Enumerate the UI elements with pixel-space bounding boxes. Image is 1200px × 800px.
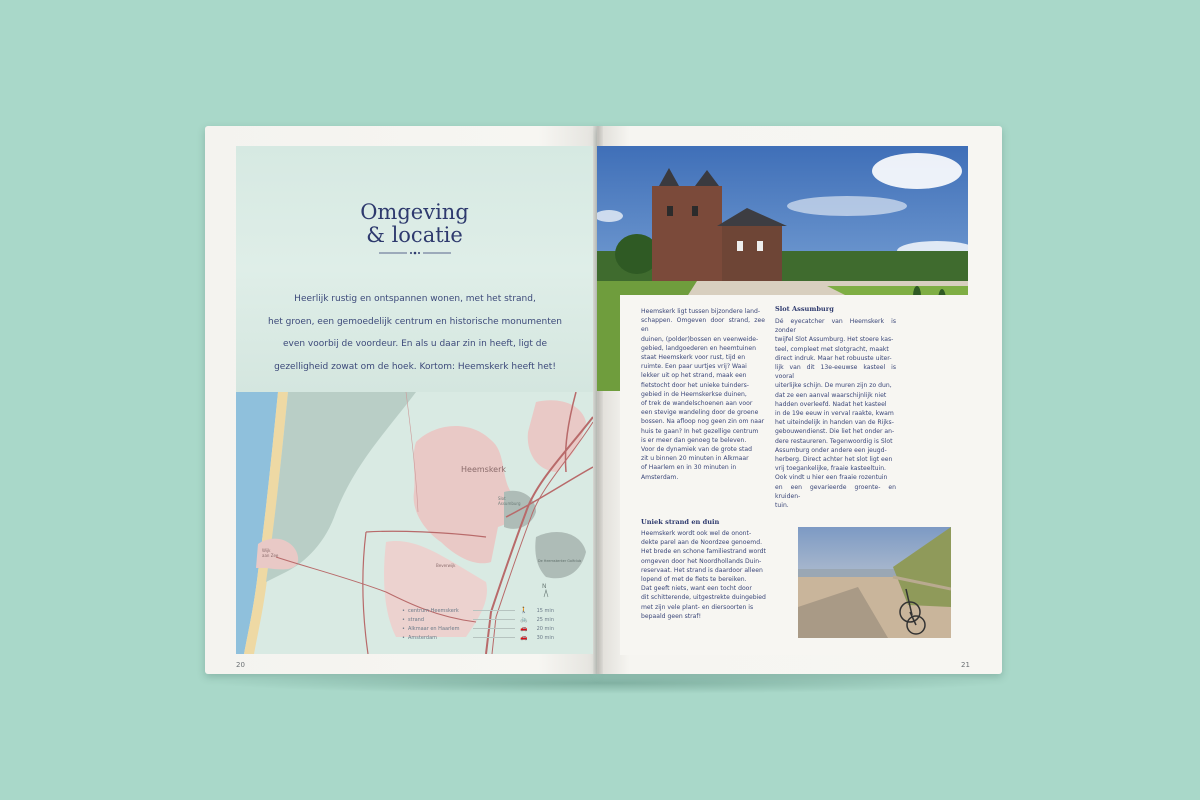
text-line: of trek de wandelschoenen aan voor xyxy=(641,400,753,408)
text-line: Heemskerk wordt ook wel de onont- xyxy=(641,530,752,537)
text-line: herberg. Direct achter het slot ligt een xyxy=(775,456,893,464)
intro-paragraph xyxy=(264,288,566,378)
text-line: of Haarlem en in 30 minuten in xyxy=(641,464,737,472)
intro-line: even voorbij de voordeur. En als u daar zin in heeft, ligt de xyxy=(282,339,548,349)
text-line: gebouwendienst. Die liet het onder an- xyxy=(775,428,895,436)
slot-assumburg-column xyxy=(775,317,896,510)
legend-time: 25 min xyxy=(536,616,554,623)
text-line: Dé eyecatcher van Heemskerk is zonder xyxy=(775,318,896,335)
page-title-line-1: Omgeving xyxy=(360,200,469,224)
text-line: Dat geeft niets, want een tocht door xyxy=(641,585,752,593)
text-line: Ook vindt u hier een fraaie rozentuin xyxy=(775,474,888,482)
title-ornament xyxy=(379,250,451,256)
text-line: het uiteindelijk in handen van de Rijks- xyxy=(775,419,894,427)
legend-row: • Alkmaar en Haarlem 🚗 20 min xyxy=(402,625,554,632)
text-line: dat ze een aanval waarschijnlijk niet xyxy=(775,391,887,399)
text-line: bossen. Na afloop nog geen zin om naar xyxy=(641,418,765,426)
text-line: ruimte. Een paar uurtjes vrij? Waai xyxy=(641,363,747,371)
map-label-assumburg: Assumburg xyxy=(498,501,521,506)
text-line: Assumburg onder andere een jeugd- xyxy=(775,446,887,454)
legend-time: 30 min xyxy=(536,634,554,641)
text-line: en een gevarieerde groente- en kruiden- xyxy=(775,483,896,500)
text-line: dit schitterende, uitgestrekte duingebied xyxy=(641,594,766,602)
section-heading-slot-assumburg: Slot Assumburg xyxy=(775,305,834,313)
text-line: reservaat. Het strand is daardoor alleen xyxy=(641,566,763,574)
left-page-panel xyxy=(236,146,593,654)
travel-time-legend-rows xyxy=(402,606,554,642)
text-line: gebied, landgoederen en heemtuinen xyxy=(641,344,756,352)
text-line: vrij toegankelijke, fraaie kasteeltuin. xyxy=(775,465,886,473)
walk-icon: 🚶 xyxy=(520,607,528,614)
text-line: omgeven door het Noordhollands Duin- xyxy=(641,557,762,565)
map-label-aan-zee: aan Zee xyxy=(262,553,279,558)
text-line: duinen, (polder)bossen en veenweide- xyxy=(641,335,759,343)
legend-label: strand xyxy=(408,616,425,623)
bike-icon: 🚲 xyxy=(520,616,528,623)
legend-label: centrum Heemskerk xyxy=(408,607,459,614)
page-title-line-2: & locatie xyxy=(366,223,463,247)
page-number-right: 21 xyxy=(961,661,970,669)
legend-time: 20 min xyxy=(536,625,554,632)
text-line: schappen. Omgeven door strand, zee en xyxy=(641,317,765,334)
text-line: gebied in de Heemskerkse duinen, xyxy=(641,390,747,398)
car-icon: 🚗 xyxy=(520,625,528,632)
text-line: is er meer dan genoeg te beleven. xyxy=(641,436,747,444)
text-line: lijk van dit 13e-eeuwse kasteel is vooral xyxy=(775,364,896,381)
text-line: lopend of met de fiets te bereiken. xyxy=(641,576,747,584)
text-line: Heemskerk ligt tussen bijzondere land- xyxy=(641,308,761,315)
legend-label: Amsterdam xyxy=(408,634,438,641)
text-line: direct indruk. Maar het robuuste uiter- xyxy=(775,354,892,362)
text-line: staat Heemskerk voor rust, tijd en xyxy=(641,354,746,362)
text-line: hadden overleefd. Nadat het kasteel xyxy=(775,400,887,408)
text-line: zit u binnen 20 minuten in Alkmaar xyxy=(641,455,749,463)
text-line: teel, compleet met slotgracht, maakt xyxy=(775,345,889,353)
car-icon: 🚗 xyxy=(520,634,528,641)
text-line: fietstocht door het unieke tuinders- xyxy=(641,381,749,389)
map-label-beverwijk: Beverwijk xyxy=(436,563,456,568)
text-line: twijfel Slot Assumburg. Het stoere kas- xyxy=(775,336,894,344)
intro-column xyxy=(641,307,765,482)
text-line: Voor de dynamiek van de grote stad xyxy=(641,446,752,454)
map-label-heemskerk: Heemskerk xyxy=(461,465,507,474)
intro-line: het groen, een gemoedelijk centrum en historische monumenten xyxy=(267,316,563,327)
text-line: lekker uit op het strand, maak een xyxy=(641,372,747,380)
text-line: Het brede en schone familiestrand wordt xyxy=(641,548,766,556)
map-label-golfclub: De Heemskerker Golfclub xyxy=(538,559,582,563)
text-line: Amsterdam. xyxy=(641,473,679,481)
legend-row: • strand 🚲 25 min xyxy=(402,616,554,623)
strand-column xyxy=(641,529,777,621)
legend-row: • Amsterdam 🚗 30 min xyxy=(402,634,554,641)
brochure-shadow xyxy=(210,672,1000,694)
text-line: tuin. xyxy=(775,502,789,510)
intro-line: Heerlijk rustig en ontspannen wonen, met het strand, xyxy=(294,294,536,304)
map-label-wijk: Wijk xyxy=(262,548,271,553)
text-line: huis te gaan? In het gezellige centrum xyxy=(641,427,759,435)
legend-label: Alkmaar en Haarlem xyxy=(408,625,460,632)
text-line: met zijn vele plant- en diersoorten is xyxy=(641,603,754,611)
compass-label: N xyxy=(542,583,547,590)
map-label-slot: Slot xyxy=(498,496,506,501)
text-line: dekte parel aan de Noordzee genoemd. xyxy=(641,539,763,547)
legend-time: 15 min xyxy=(536,607,554,614)
legend-row: • centrum Heemskerk 🚶 15 min xyxy=(402,607,554,614)
text-line: dere restaureren. Tegenwoordig is Slot xyxy=(775,437,893,445)
page-number-left: 20 xyxy=(236,661,245,669)
text-line: in de 19e eeuw in verval raakte, kwam xyxy=(775,410,894,418)
text-line: een stevige wandeling door de groene xyxy=(641,409,759,417)
section-heading-strand: Uniek strand en duin xyxy=(641,518,720,526)
intro-line: gezelligheid zowat om de hoek. Kortom: Heemskerk heeft het! xyxy=(274,361,556,372)
text-line: uiterlijke schijn. De muren zijn zo dun, xyxy=(775,382,892,390)
beach-photo xyxy=(798,527,951,638)
text-line: bepaald geen straf! xyxy=(641,612,702,620)
